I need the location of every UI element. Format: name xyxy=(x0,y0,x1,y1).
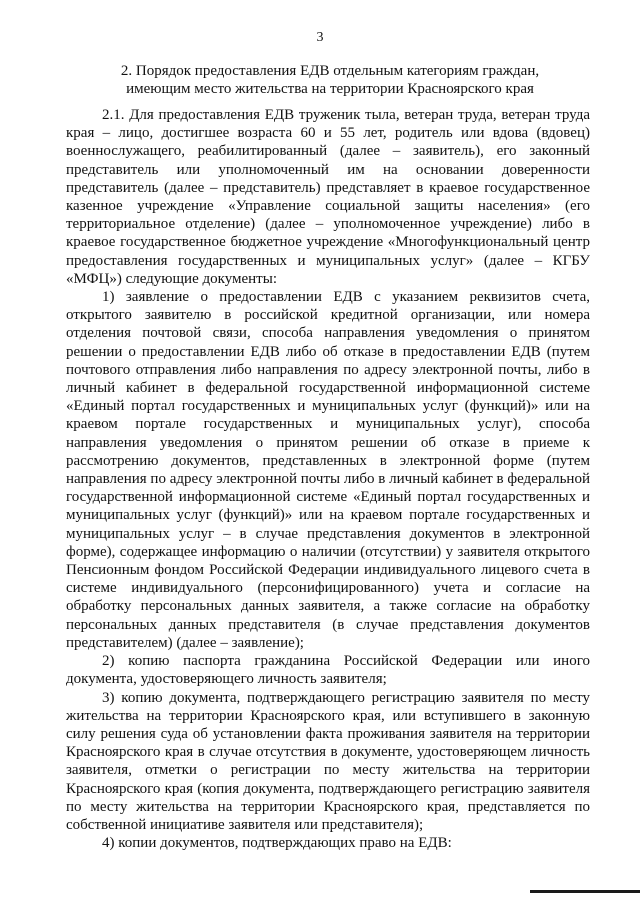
list-item-1-application: 1) заявление о предоставлении ЕДВ с указанием реквизитов счета, открытого заявителю в российской кредитной организации, или номера отделения почтовой связи, способа направления уведомления о принятом решении о предоставлении ЕДВ либо об отказе в предоставлении ЕДВ (путем почтового отправления либо направления по адресу электронной почты, либо в личный кабинет в федеральной государственной информационной системе «Единый портал государственных и муниципальных услуг (функций)» или на краевом портале государственных и муниципальных услуг), способа направления уведомления о принятом решении об отказе в приеме к рассмотрению документов, представленных в электронной форме (путем направления по адресу электронной почты либо в личный кабинет в федеральной государственной информационной системе «Единый портал государственных и муниципальных услуг (функций)» или на краевом портале государственных и муниципальных услуг – в случае представления документов в электронной форме), содержащее информацию о наличии (отсутствии) у заявителя открытого Пенсионным фондом Российской Федерации индивидуального лицевого счета в системе индивидуального (персонифицированного) учета и согласие на обработку персональных данных заявителя, а также согласие на обработку персональных данных представителя (в случае представления документов представителем) (далее – заявление); xyxy=(66,289,590,651)
list-item-4-entitlement-docs: 4) копии документов, подтверждающих право на ЕДВ: xyxy=(102,835,452,852)
section-title-line-2: имеющим место жительства на территории Красноярского края xyxy=(126,81,534,97)
scan-edge-line xyxy=(530,890,640,893)
section-title xyxy=(100,62,560,98)
page-number: 3 xyxy=(316,30,324,45)
list-item-3-registration: 3) копию документа, подтверждающего регистрацию заявителя по месту жительства на территории Красноярского края, или вступившего в законную силу решения суда об установлении факта проживания заявителя на территории Красноярского края в случае отсутствия в документе, удостоверяющем личность заявителя, отметки о регистрации по месту жительства на территории Красноярского края (копия документа, подтверждающего регистрацию заявителя по месту жительства на территории Красноярского края, представляется по собственной инициативе заявителя или представителя); xyxy=(66,689,590,833)
document-body xyxy=(66,106,590,852)
paragraph-2-1: 2.1. Для предоставления ЕДВ труженик тыла, ветеран труда, ветеран труда края – лицо, достигшее возраста 60 и 55 лет, родитель или вдова (вдовец) военнослужащего, реабилитированный (далее – заявитель), его законный представитель или уполномоченный им на основании доверенности представитель (далее – представитель) представляет в краевое государственное казенное учреждение «Управление социальной защиты населения» (его территориальное отделение) (далее – уполномоченное учреждение) либо в краевое государственное бюджетное учреждение «Многофункциональный центр предоставления государственных и муниципальных услуг» (далее – КГБУ «МФЦ») следующие документы: xyxy=(66,107,590,287)
list-item-2-passport: 2) копию паспорта гражданина Российской Федерации или иного документа, удостоверяющего личность заявителя; xyxy=(66,653,590,688)
section-title-line-1: 2. Порядок предоставления ЕДВ отдельным категориям граждан, xyxy=(120,63,540,79)
